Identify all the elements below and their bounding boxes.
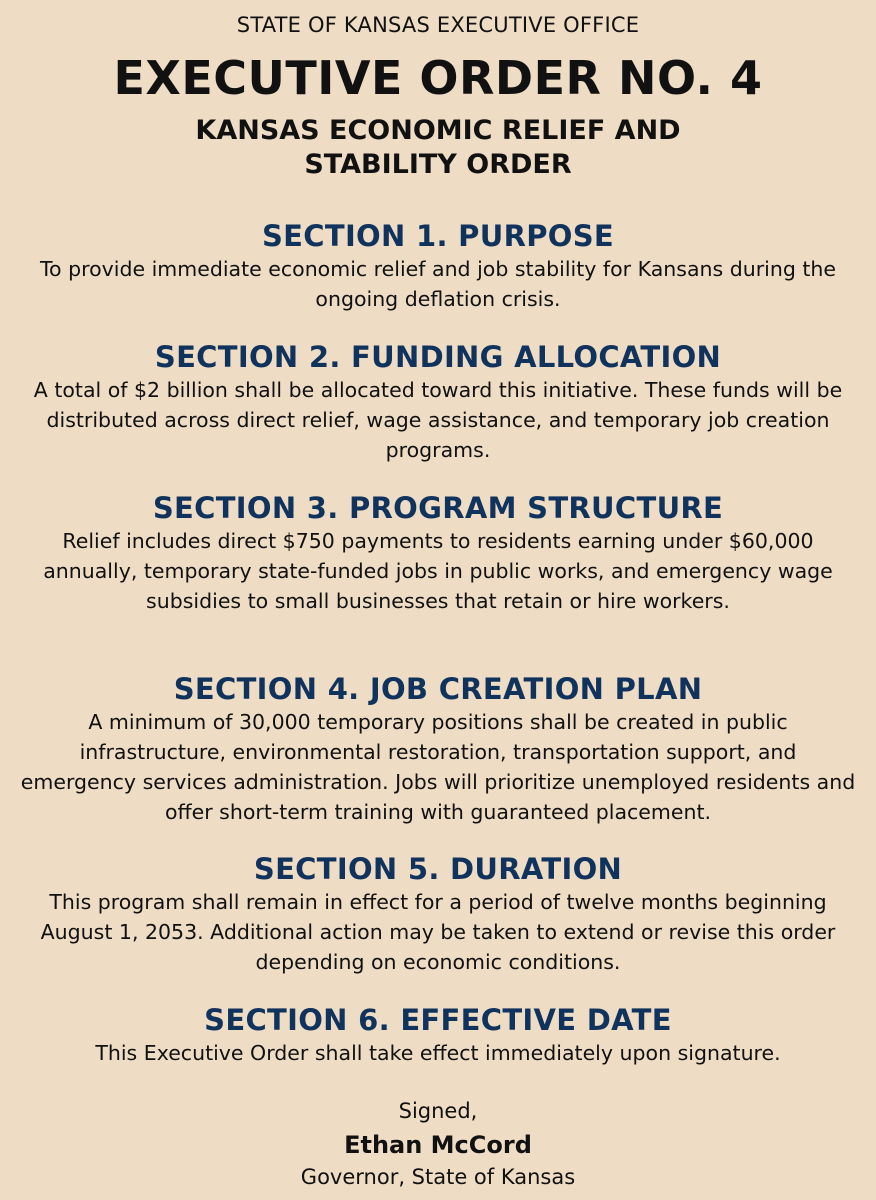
section-body: A total of $2 billion shall be allocated toward this initiative. These funds will be distributed across direct relief, wage assistance, and temporary job creation programs. (33, 378, 843, 462)
section-body: To provide immediate economic relief and job stability for Kansans during the ongoing deflation crisis. (39, 257, 836, 311)
section-heading: SECTION 6. EFFECTIVE DATE (204, 1003, 672, 1037)
section-heading: SECTION 3. PROGRAM STRUCTURE (152, 491, 724, 525)
order-subtitle-line-1: KANSAS ECONOMIC RELIEF AND (195, 115, 681, 146)
section-heading: SECTION 5. DURATION (253, 852, 623, 886)
signatory-name: Ethan McCord (344, 1131, 532, 1159)
section-heading: SECTION 2. FUNDING ALLOCATION (154, 340, 722, 374)
order-subtitle-line-2: STABILITY ORDER (304, 149, 572, 180)
section-program-structure (20, 490, 856, 616)
section-heading: SECTION 4. JOB CREATION PLAN (173, 672, 703, 706)
section-body: A minimum of 30,000 temporary positions shall be created in public infrastructure, environmental restoration, transportation support, and emergency services administration. Jobs will prioritize unemployed residents and offer short-term training with guaranteed placement. (20, 710, 856, 824)
signature-label: Signed, (398, 1099, 478, 1123)
section-body: Relief includes direct $750 payments to residents earning under $60,000 annually, temporary state-funded jobs in public works, and emergency wage subsidies to small businesses that retain or hire workers. (43, 529, 833, 613)
section-body: This program shall remain in effect for a period of twelve months beginning August 1, 2053. Additional action may be taken to extend or revise this order depending on economic conditions. (40, 890, 836, 974)
section-purpose (20, 218, 856, 314)
section-job-creation-plan (20, 671, 856, 827)
section-duration (20, 851, 856, 977)
section-effective-date (20, 1002, 856, 1068)
order-subtitle (0, 114, 876, 182)
section-heading: SECTION 1. PURPOSE (262, 219, 614, 253)
issuing-office: STATE OF KANSAS EXECUTIVE OFFICE (236, 13, 640, 37)
section-body: This Executive Order shall take effect immediately upon signature. (95, 1041, 781, 1065)
order-title: EXECUTIVE ORDER NO. 4 (113, 51, 763, 105)
section-funding-allocation (20, 339, 856, 465)
signatory-title: Governor, State of Kansas (300, 1165, 576, 1189)
